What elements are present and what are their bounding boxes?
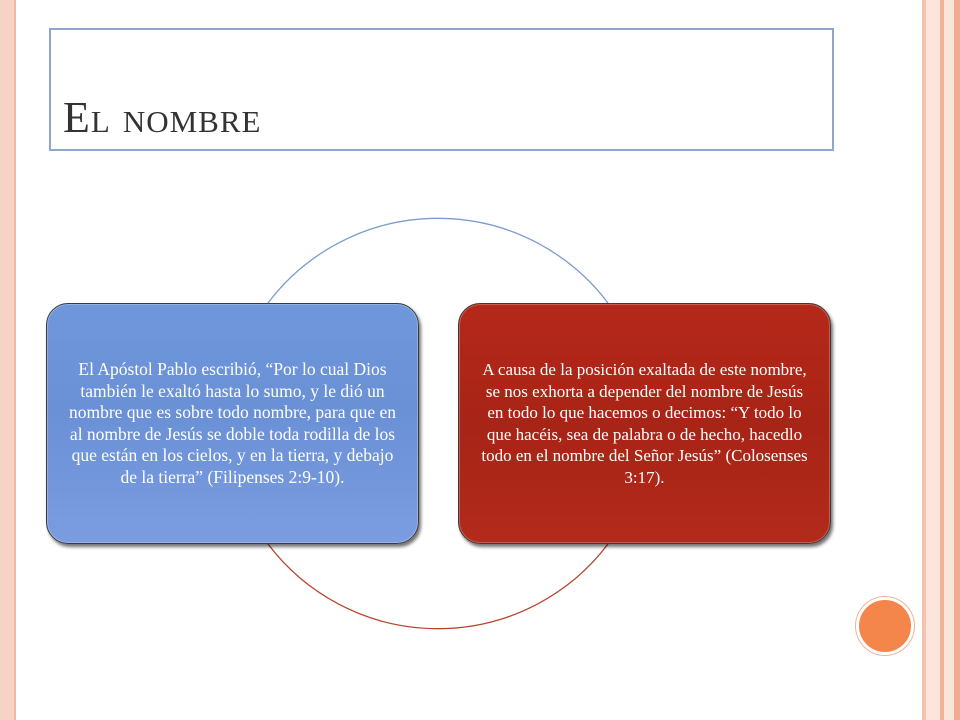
left-card-text: El Apóstol Pablo escribió, “Por lo cual Dios también le exaltó hasta lo sumo, y le dió un nombre que es sobre todo nombre, para que en al nombre de Jesús se doble toda rodilla de los que están en los cielos, y en la tierra, y debajo de la tierra” (Filipenses 2:9-10).	[68, 359, 397, 487]
cycle-arc-top	[268, 218, 608, 303]
left-text-card	[46, 303, 419, 544]
right-card-text: A causa de la posición exaltada de este nombre, se nos exhorta a depender del nombre de Jesús en todo lo que hacemos o decimos: “Y todo lo que hacéis, sea de palabra o de hecho, hacedlo todo en el nombre del Señor Jesús” (Colosenses 3:17).	[481, 360, 808, 487]
cycle-arc-bottom	[268, 544, 608, 629]
slide-title: El nombre	[63, 93, 262, 142]
title-box	[49, 28, 834, 151]
left-border-decoration	[0, 0, 16, 720]
right-border-decoration	[918, 0, 960, 720]
accent-dot-decoration	[856, 597, 914, 655]
right-text-card	[458, 303, 831, 544]
